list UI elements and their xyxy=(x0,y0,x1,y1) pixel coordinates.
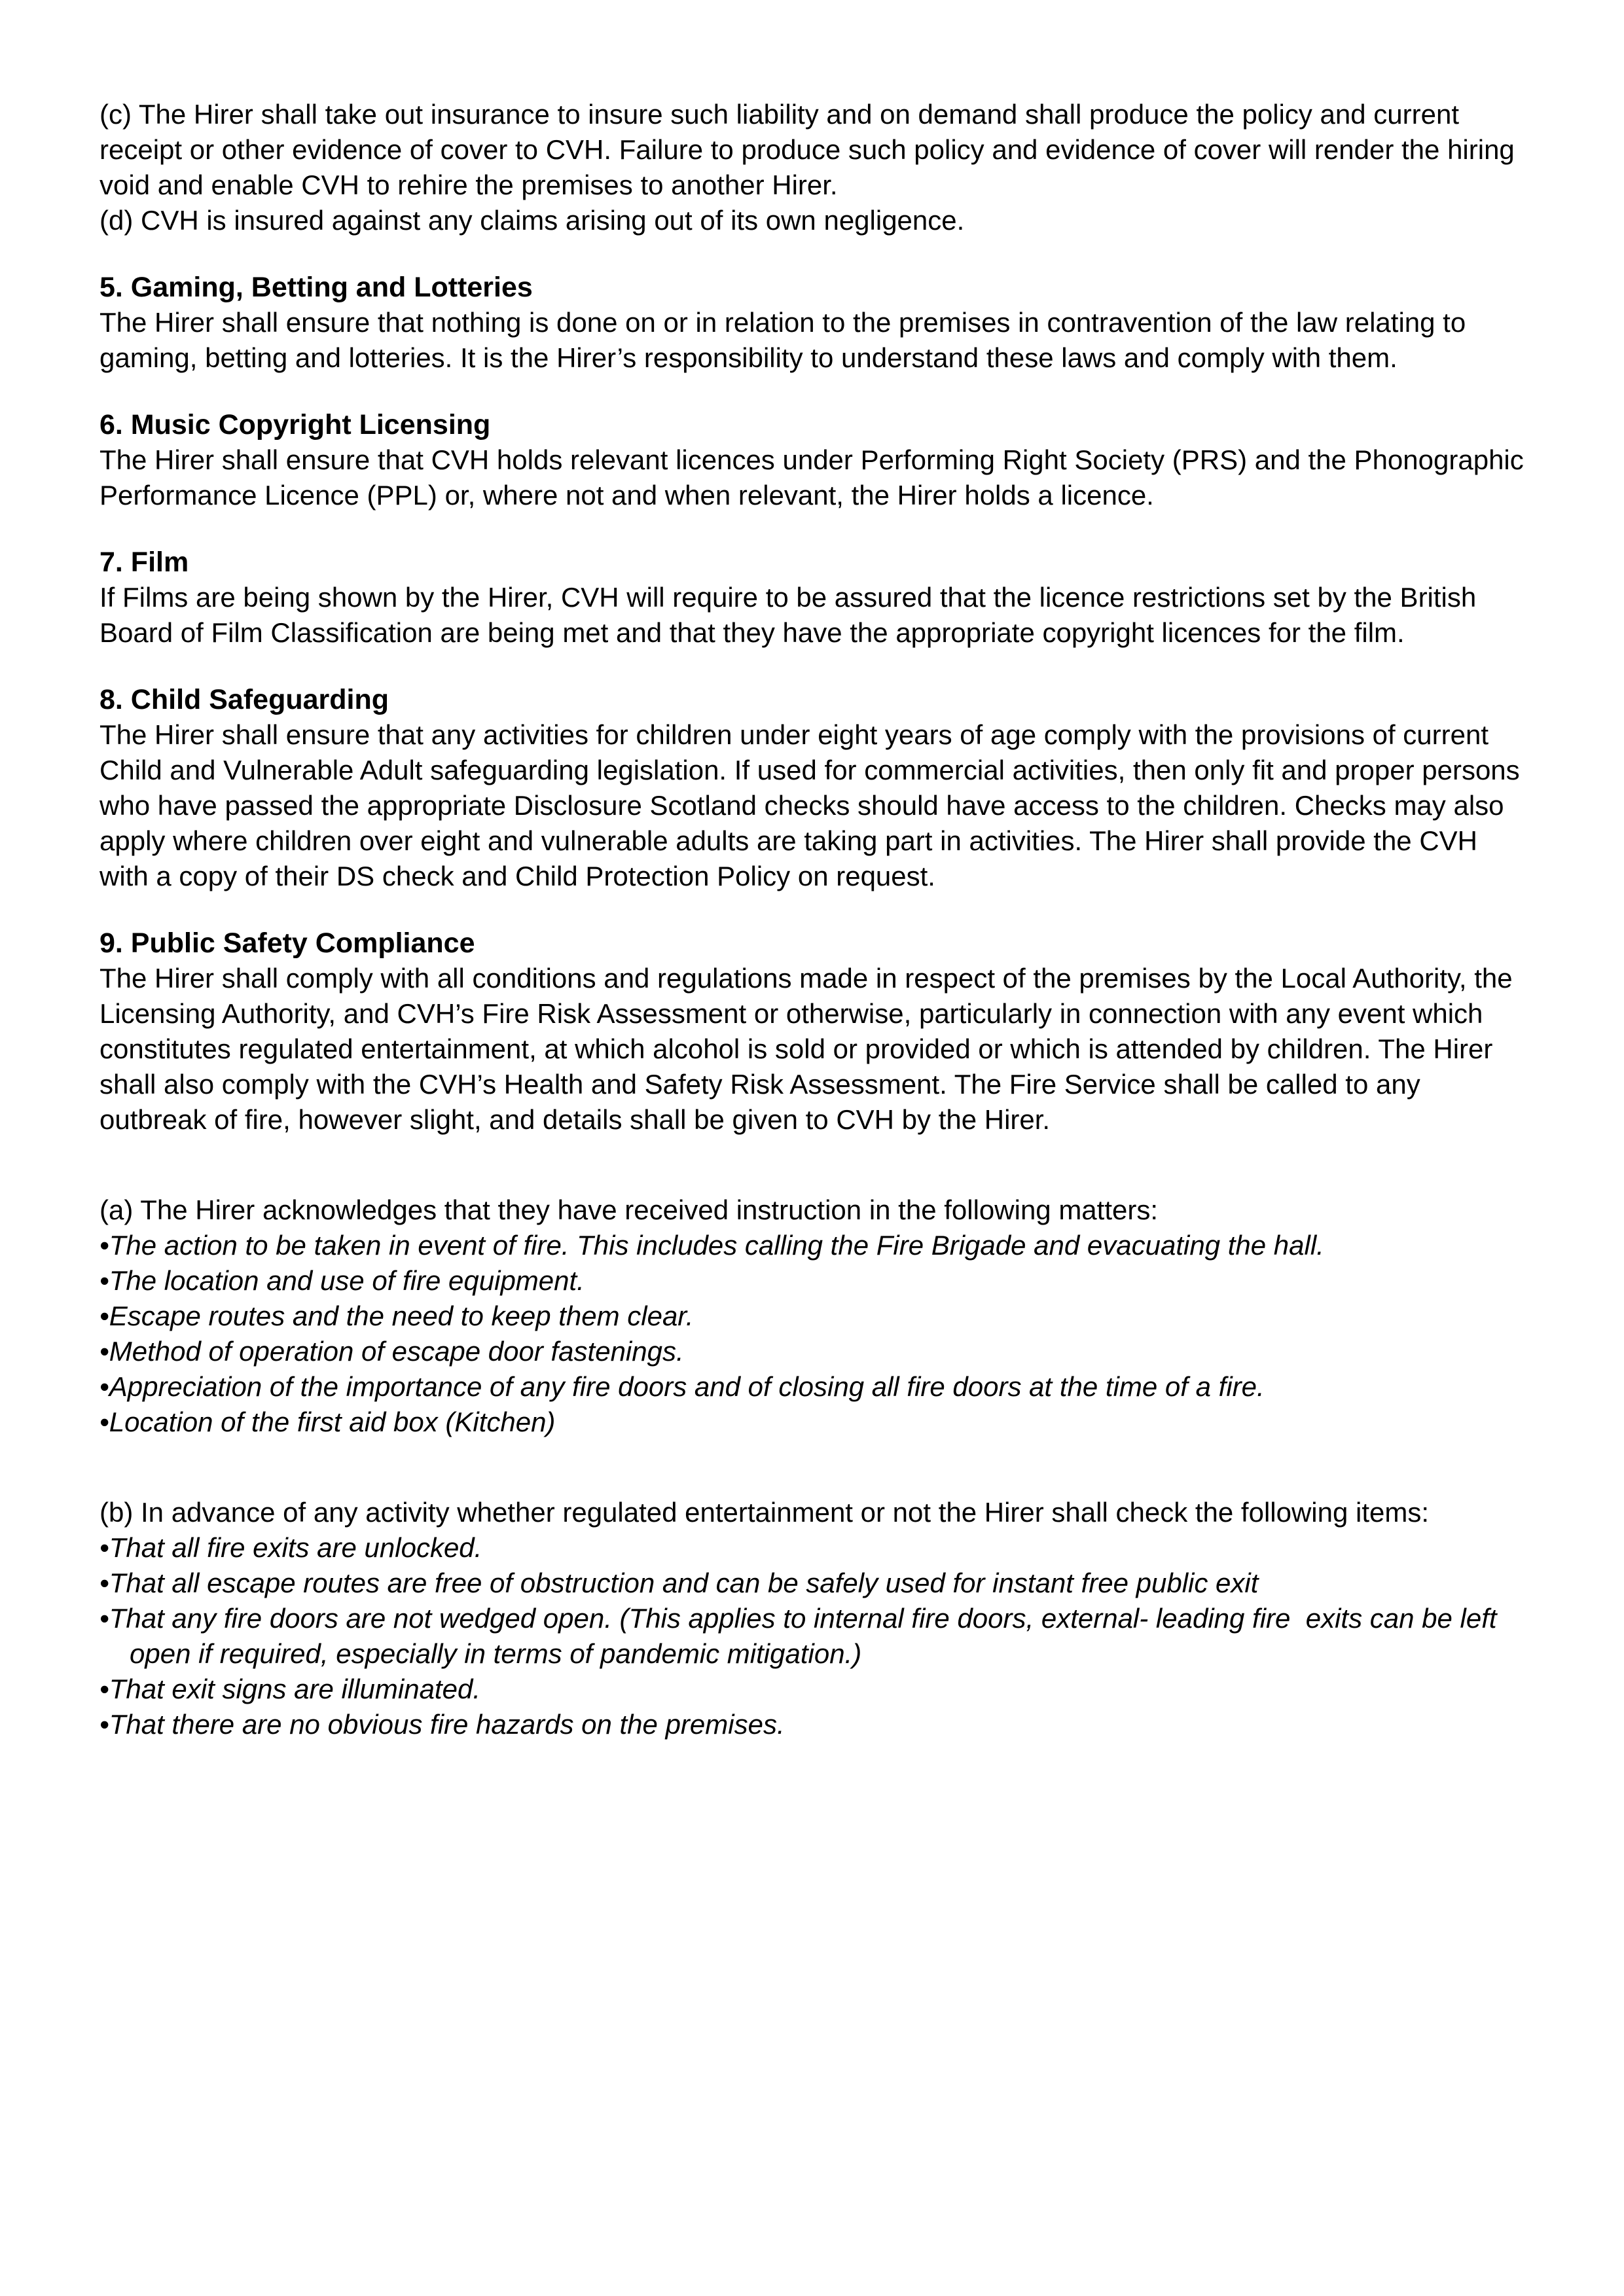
list-item: • That there are no obvious fire hazards on the premises. xyxy=(99,1707,1526,1742)
section-heading-film: 7. Film xyxy=(99,547,189,578)
section-heading-safeguarding: 8. Child Safeguarding xyxy=(99,684,389,715)
section-body-safeguarding: The Hirer shall ensure that any activities for children under eight years of age comply with the provisions of current Child and Vulnerable Adult safeguarding legislation. If used for commercial activities, then only fit and proper persons who have passed the appropriate Disclosure Scotland checks should have access to the children. Checks may also apply where children over eight and vulnerable adults are taking part in activities. The Hirer shall provide the CVH with a copy of their DS check and Child Protection Policy on request. xyxy=(99,719,1528,891)
section-body-public-safety: The Hirer shall comply with all conditions and regulations made in respect of the premises by the Local Authority, the Licensing Authority, and CVH’s Fire Risk Assessment or otherwise, particularly in connection with any event which constitutes regulated entertainment, at which alcohol is sold or provided or which is attended by children. The Hirer shall also comply with the CVH’s Health and Safety Risk Assessment. The Fire Service shall be called to any outbreak of fire, however slight, and details shall be given to CVH by the Hirer. xyxy=(99,963,1521,1135)
clause-c-paragraph: (c) The Hirer shall take out insurance to insure such liability and on demand shall produce the policy and current receipt or other evidence of cover to CVH. Failure to produce such policy and evidence of cover will render the hiring void and enable CVH to rehire the premises to another Hirer. xyxy=(99,99,1523,200)
pre-activity-check-intro: (b) In advance of any activity whether regulated entertainment or not the Hirer shall check the following items: xyxy=(99,1497,1430,1528)
section-body-film: If Films are being shown by the Hirer, CVH will require to be assured that the licence restrictions set by the British Board of Film Classification are being met and that they have the appropriate copyright licences for the film. xyxy=(99,582,1484,648)
list-item: • Appreciation of the importance of any fire doors and of closing all fire doors at the time of a fire. xyxy=(99,1369,1526,1405)
list-item: • The action to be taken in event of fire. This includes calling the Fire Brigade and evacuating the hall. xyxy=(99,1228,1526,1263)
section-music-copyright xyxy=(99,407,1532,513)
list-item: • Method of operation of escape door fastenings. xyxy=(99,1334,1526,1369)
list-item: • Location of the first aid box (Kitchen) xyxy=(99,1405,1526,1440)
section-film xyxy=(99,545,1526,651)
section-body-gaming: The Hirer shall ensure that nothing is done on or in relation to the premises in contravention of the law relating to gaming, betting and lotteries. It is the Hirer’s responsibility to understand these laws and comply with them. xyxy=(99,307,1473,373)
section-gaming-betting-lotteries xyxy=(99,270,1526,376)
fire-instruction-intro: (a) The Hirer acknowledges that they have received instruction in the following matters: xyxy=(99,1194,1159,1225)
clause-d-paragraph: (d) CVH is insured against any claims arising out of its own negligence. xyxy=(99,205,965,236)
list-item: • That exit signs are illuminated. xyxy=(99,1672,1526,1707)
fire-instruction-list xyxy=(99,1228,1526,1440)
list-item: • That all fire exits are unlocked. xyxy=(99,1530,1526,1566)
section-heading-public-safety: 9. Public Safety Compliance xyxy=(99,927,475,959)
section-heading-music: 6. Music Copyright Licensing xyxy=(99,409,491,440)
section-heading-gaming: 5. Gaming, Betting and Lotteries xyxy=(99,272,533,303)
section-public-safety xyxy=(99,925,1526,1138)
section-child-safeguarding xyxy=(99,682,1526,894)
list-item: • Escape routes and the need to keep them clear. xyxy=(99,1299,1526,1334)
section-body-music: The Hirer shall ensure that CVH holds relevant licences under Performing Right Society (PRS) and the Phonographic Performance Licence (PPL) or, where not and when relevant, the Hirer holds a licence. xyxy=(99,444,1532,511)
list-item: • The location and use of fire equipment. xyxy=(99,1263,1526,1299)
pre-activity-check-list xyxy=(99,1530,1526,1742)
list-item: • That all escape routes are free of obstruction and can be safely used for instant free public exit xyxy=(99,1566,1526,1601)
list-item: • That any fire doors are not wedged open. (This applies to internal fire doors, external- leading fire exits can be left open if required, especially in terms of pandemic mitigation.) xyxy=(99,1601,1526,1672)
